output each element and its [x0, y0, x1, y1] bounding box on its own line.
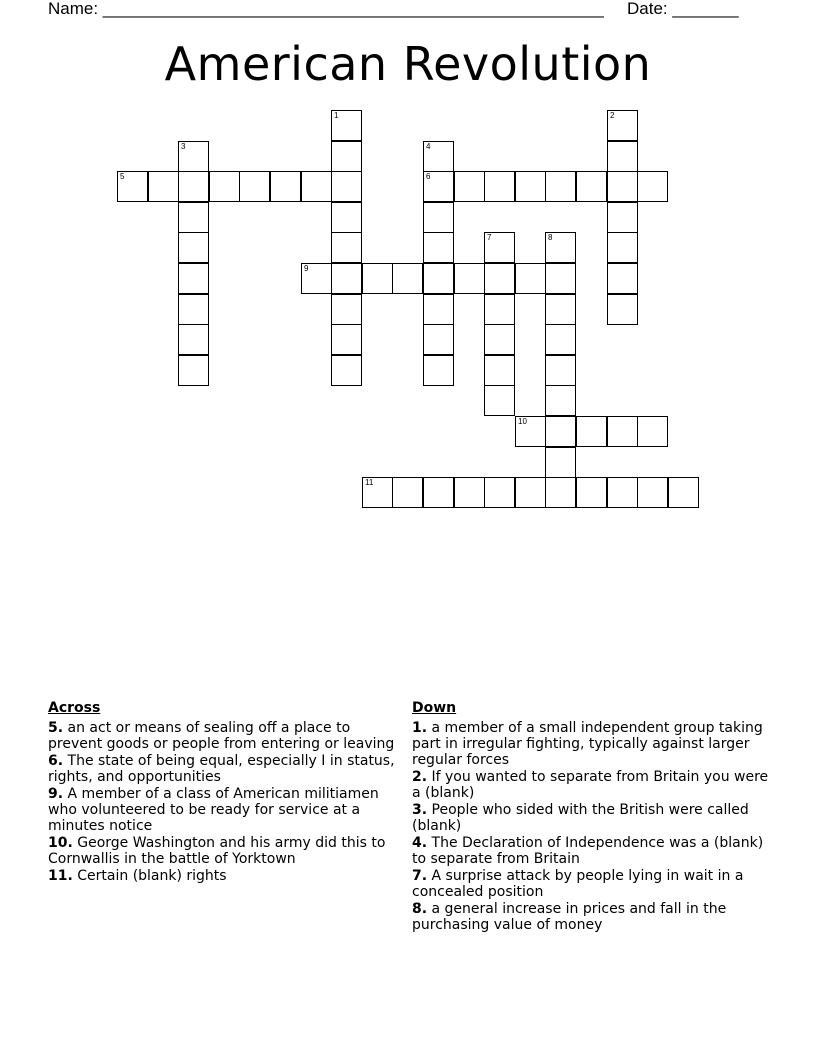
across-clue-list [48, 720, 398, 884]
clue-item [48, 835, 398, 867]
date-field[interactable]: Date: _______ [627, 0, 739, 18]
grid-cell[interactable] [637, 477, 668, 508]
grid-cell[interactable] [178, 202, 209, 233]
clue-text: a general increase in prices and fall in the purchasing value of money [412, 901, 727, 933]
grid-cell[interactable] [545, 477, 576, 508]
clue-item [48, 720, 398, 752]
grid-cell[interactable] [607, 416, 638, 447]
clue-number: 9 [304, 264, 309, 273]
grid-cell[interactable] [270, 171, 301, 202]
grid-cell[interactable] [423, 355, 454, 386]
clue-number-label: 11. [48, 868, 73, 884]
grid-cell[interactable] [637, 171, 668, 202]
clue-item [412, 868, 774, 900]
clue-number: 5 [120, 172, 125, 181]
grid-cell[interactable] [454, 477, 485, 508]
clue-item [412, 802, 774, 834]
grid-cell[interactable] [239, 171, 270, 202]
grid-cell[interactable] [178, 141, 209, 172]
grid-cell[interactable] [484, 385, 515, 416]
name-field[interactable]: Name: _____________________________________________________ [48, 0, 604, 18]
clue-number: 1 [334, 111, 339, 120]
grid-cell[interactable] [178, 263, 209, 294]
grid-cell[interactable] [515, 263, 546, 294]
grid-cell[interactable] [668, 477, 699, 508]
clue-number-label: 9. [48, 786, 64, 802]
clue-number: 11 [365, 478, 374, 487]
clue-number-label: 5. [48, 720, 64, 736]
clue-number-label: 1. [412, 720, 428, 736]
grid-cell[interactable] [331, 294, 362, 325]
clue-item [48, 753, 398, 785]
across-clues [48, 700, 398, 885]
across-heading: Across [48, 700, 101, 716]
clue-text: If you wanted to separate from Britain you were a (blank) [412, 769, 769, 801]
clue-item [412, 769, 774, 801]
grid-cell[interactable] [545, 355, 576, 386]
clue-number-label: 7. [412, 868, 428, 884]
grid-cell[interactable] [515, 416, 546, 447]
grid-cell[interactable] [331, 263, 362, 294]
grid-cell[interactable] [117, 171, 148, 202]
down-clues [412, 700, 774, 934]
clue-number-label: 3. [412, 802, 428, 818]
grid-cell[interactable] [484, 355, 515, 386]
grid-cell[interactable] [423, 324, 454, 355]
grid-cell[interactable] [392, 263, 423, 294]
grid-cell[interactable] [607, 477, 638, 508]
grid-cell[interactable] [331, 171, 362, 202]
clue-number: 3 [181, 142, 186, 151]
clue-text: A surprise attack by people lying in wait in a concealed position [412, 868, 744, 900]
clue-text: The state of being equal, especially I in status, rights, and opportunities [48, 753, 395, 785]
grid-cell[interactable] [331, 232, 362, 263]
clue-number: 6 [426, 172, 431, 181]
grid-cell[interactable] [178, 324, 209, 355]
grid-cell[interactable] [607, 202, 638, 233]
grid-cell[interactable] [209, 171, 240, 202]
grid-cell[interactable] [331, 202, 362, 233]
grid-cell[interactable] [545, 447, 576, 478]
grid-cell[interactable] [545, 263, 576, 294]
grid-cell[interactable] [392, 477, 423, 508]
clue-text: The Declaration of Independence was a (blank) to separate from Britain [412, 835, 764, 867]
grid-cell[interactable] [484, 477, 515, 508]
grid-cell[interactable] [331, 141, 362, 172]
clue-number-label: 6. [48, 753, 64, 769]
grid-cell[interactable] [607, 141, 638, 172]
clue-number: 8 [548, 233, 553, 242]
grid-cell[interactable] [576, 416, 607, 447]
grid-cell[interactable] [178, 294, 209, 325]
grid-cell[interactable] [607, 171, 638, 202]
grid-cell[interactable] [545, 385, 576, 416]
clue-text: a member of a small independent group taking part in irregular fighting, typically against larger regular forces [412, 720, 763, 768]
grid-cell[interactable] [362, 477, 393, 508]
grid-cell[interactable] [331, 110, 362, 141]
grid-cell[interactable] [301, 171, 332, 202]
down-heading: Down [412, 700, 457, 716]
grid-cell[interactable] [362, 263, 393, 294]
grid-cell[interactable] [484, 171, 515, 202]
grid-cell[interactable] [576, 477, 607, 508]
grid-cell[interactable] [607, 232, 638, 263]
clue-number: 10 [518, 417, 527, 426]
grid-cell[interactable] [148, 171, 179, 202]
grid-cell[interactable] [423, 171, 454, 202]
clue-item [412, 901, 774, 933]
grid-cell[interactable] [576, 171, 607, 202]
grid-cell[interactable] [607, 110, 638, 141]
clue-item [48, 786, 398, 834]
grid-cell[interactable] [423, 477, 454, 508]
grid-cell[interactable] [423, 141, 454, 172]
grid-cell[interactable] [454, 171, 485, 202]
clue-number-label: 8. [412, 901, 428, 917]
grid-cell[interactable] [545, 416, 576, 447]
clue-number: 7 [487, 233, 492, 242]
grid-cell[interactable] [484, 263, 515, 294]
grid-cell[interactable] [637, 416, 668, 447]
grid-cell[interactable] [484, 294, 515, 325]
grid-cell[interactable] [178, 355, 209, 386]
grid-cell[interactable] [331, 355, 362, 386]
clue-number-label: 2. [412, 769, 428, 785]
grid-cell[interactable] [423, 232, 454, 263]
grid-cell[interactable] [607, 294, 638, 325]
clue-text: Certain (blank) rights [72, 868, 227, 884]
grid-cell[interactable] [545, 171, 576, 202]
grid-cell[interactable] [484, 324, 515, 355]
grid-cell[interactable] [545, 294, 576, 325]
clue-number: 2 [610, 111, 615, 120]
grid-cell[interactable] [607, 263, 638, 294]
clue-text: People who sided with the British were called (blank) [412, 802, 749, 834]
down-clue-list [412, 720, 774, 933]
clue-number-label: 4. [412, 835, 428, 851]
clue-number: 4 [426, 142, 431, 151]
grid-cell[interactable] [515, 477, 546, 508]
grid-cell[interactable] [484, 232, 515, 263]
grid-cell[interactable] [454, 263, 485, 294]
clue-text: A member of a class of American militiamen who volunteered to be ready for service at a minutes notice [48, 786, 379, 834]
grid-cell[interactable] [301, 263, 332, 294]
grid-cell[interactable] [423, 202, 454, 233]
grid-cell[interactable] [545, 232, 576, 263]
clue-item [48, 868, 398, 884]
grid-cell[interactable] [178, 232, 209, 263]
page-title: American Revolution [164, 37, 652, 91]
grid-cell[interactable] [423, 263, 454, 294]
grid-cell[interactable] [331, 324, 362, 355]
clue-text: George Washington and his army did this to Cornwallis in the battle of Yorktown [48, 835, 386, 867]
clue-number-label: 10. [48, 835, 73, 851]
grid-cell[interactable] [178, 171, 209, 202]
clue-text: an act or means of sealing off a place to prevent goods or people from entering or leaving [48, 720, 395, 752]
grid-cell[interactable] [545, 324, 576, 355]
clue-item [412, 720, 774, 768]
grid-cell[interactable] [423, 294, 454, 325]
grid-cell[interactable] [515, 171, 546, 202]
clue-item [412, 835, 774, 867]
